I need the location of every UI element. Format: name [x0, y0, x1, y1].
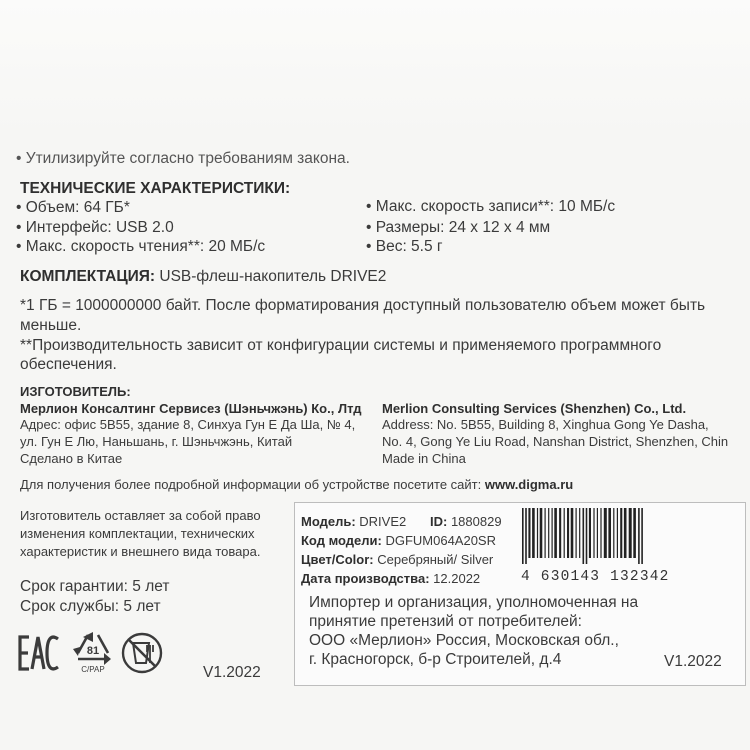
code-label: Код модели:	[301, 533, 382, 548]
barcode-bar	[559, 508, 561, 558]
rights-line3: характеристик и внешнего вида товара.	[20, 544, 261, 559]
id-label: ID:	[430, 514, 448, 529]
barcode-bar	[617, 508, 618, 558]
barcode-bar	[608, 508, 611, 558]
note2-line2: обеспечения.	[20, 356, 117, 373]
color-label: Цвет/Color:	[301, 552, 374, 567]
barcode-bar	[597, 508, 598, 558]
barcode-bar	[567, 508, 569, 558]
importer-line1: Импортер и организация, уполномоченная на	[309, 594, 639, 611]
importer-line2: принятие претензий от потребителей:	[309, 613, 582, 630]
manufacturer-heading: ИЗГОТОВИТЕЛЬ:	[20, 384, 131, 399]
top-shadow	[0, 0, 750, 140]
color-value: Серебряный/ Silver	[373, 552, 494, 567]
barcode-bar	[576, 508, 577, 558]
barcode-bar	[525, 508, 527, 564]
barcode-bar	[548, 508, 549, 558]
barcode-bar	[600, 508, 601, 558]
manufacturer-en-addr2: No. 4, Gong Ye Liu Road, Nanshan District, Shenzhen, Chin	[382, 434, 729, 449]
package-label: КОМПЛЕКТАЦИЯ:	[20, 268, 156, 285]
barcode-bar	[593, 508, 594, 558]
barcode-bar	[624, 508, 627, 558]
barcode-bar	[613, 508, 614, 558]
version-left: V1.2022	[203, 664, 261, 681]
rights-line2: изменения комплектации, технических	[20, 526, 255, 541]
barcode-bar	[554, 508, 557, 558]
recycle-number: 81	[86, 645, 100, 657]
barcode-bars	[518, 508, 736, 564]
manufacturer-ru-name: Мерлион Консалтинг Сервисез (Шэньчжэнь) Ко., Лтд	[20, 401, 362, 416]
spec-right-2: • Размеры: 24 x 12 x 4 мм	[366, 219, 551, 236]
model-line	[301, 515, 406, 528]
manufacturer-ru-addr2: ул. Гун Е Лю, Наньшань, г. Шэньчжэнь, Китай	[20, 434, 293, 449]
manufacturer-en-name: Merlion Consulting Services (Shenzhen) Co., Ltd.	[382, 401, 687, 416]
manufacturer-en-addr1: Address: No. 5B55, Building 8, Xinghua Gong Ye Dasha,	[382, 417, 709, 432]
barcode-bar	[638, 508, 640, 564]
package-line	[20, 269, 386, 285]
id-value: 1880829	[447, 514, 502, 529]
model-label: Модель:	[301, 514, 356, 529]
not-for-food-icon	[120, 631, 164, 675]
note1-line1: *1 ГБ = 1000000000 байт. После форматирования доступный пользователю объем может быть	[20, 297, 706, 314]
website-link[interactable]: www.digma.ru	[484, 477, 574, 492]
barcode-bar	[629, 508, 632, 558]
barcode-bar	[633, 508, 636, 558]
service-life: Срок службы: 5 лет	[20, 598, 161, 615]
barcode-bar	[540, 508, 543, 558]
recycling-icon	[70, 629, 116, 675]
spec-left-2: • Интерфейс: USB 2.0	[16, 219, 174, 236]
recycle-label: C/PAP	[81, 665, 105, 674]
specs-heading: ТЕХНИЧЕСКИЕ ХАРАКТЕРИСТИКИ:	[20, 180, 291, 197]
barcode-bar	[532, 508, 535, 558]
spec-right-3: • Вес: 5.5 г	[366, 238, 443, 255]
date-value: 12.2022	[429, 571, 481, 586]
package-value: USB-флеш-накопитель DRIVE2	[155, 268, 387, 285]
barcode-bar	[552, 508, 553, 558]
spec-right-1: • Макс. скорость записи**: 10 МБ/с	[366, 198, 616, 215]
barcode-bar	[579, 508, 580, 558]
spec-left-1: • Объем: 64 ГБ*	[16, 199, 130, 216]
code-line	[301, 534, 496, 547]
barcode-bar	[641, 508, 643, 564]
manufacturer-ru-addr1: Адрес: офис 5B55, здание 8, Синхуа Гун Е Да Ша, № 4,	[20, 417, 356, 432]
barcode-number: 4 630143 132342	[521, 569, 670, 585]
barcode-bar	[604, 508, 607, 558]
eac-mark-icon	[18, 631, 60, 675]
model-value: DRIVE2	[355, 514, 407, 529]
barcode-bar	[620, 508, 622, 558]
barcode-bar	[528, 508, 530, 558]
warranty-period: Срок гарантии: 5 лет	[20, 578, 170, 595]
color-line	[301, 553, 493, 566]
spec-left-3: • Макс. скорость чтения**: 20 МБ/с	[16, 238, 266, 255]
date-line	[301, 572, 480, 585]
barcode-bar	[583, 508, 585, 564]
barcode-bar	[522, 508, 524, 564]
barcode-bar	[545, 508, 546, 558]
info-text: Для получения более подробной информации об устройстве посетите сайт:	[20, 477, 485, 492]
disposal-line: • Утилизируйте согласно требованиям закона.	[16, 150, 350, 167]
note2-line1: **Производительность зависит от конфигурации системы и применяемого программного	[20, 337, 662, 354]
manufacturer-en-made: Made in China	[382, 451, 466, 466]
barcode-bar	[537, 508, 538, 558]
barcode-bar	[571, 508, 574, 558]
barcode-bar	[564, 508, 565, 558]
barcode-bar	[589, 508, 591, 558]
barcode-bar	[586, 508, 588, 564]
id-line	[430, 515, 502, 528]
manufacturer-ru-made: Сделано в Китае	[20, 451, 123, 466]
importer-line4: г. Красногорск, б-р Строителей, д.4	[309, 651, 562, 668]
code-value: DGFUM064A20SR	[381, 533, 496, 548]
version-right: V1.2022	[664, 653, 722, 670]
date-label: Дата производства:	[301, 571, 430, 586]
info-line	[20, 478, 573, 491]
importer-line3: ООО «Мерлион» Россия, Московская обл.,	[309, 632, 619, 649]
rights-line1: Изготовитель оставляет за собой право	[20, 508, 261, 523]
note1-line2: меньше.	[20, 317, 82, 334]
